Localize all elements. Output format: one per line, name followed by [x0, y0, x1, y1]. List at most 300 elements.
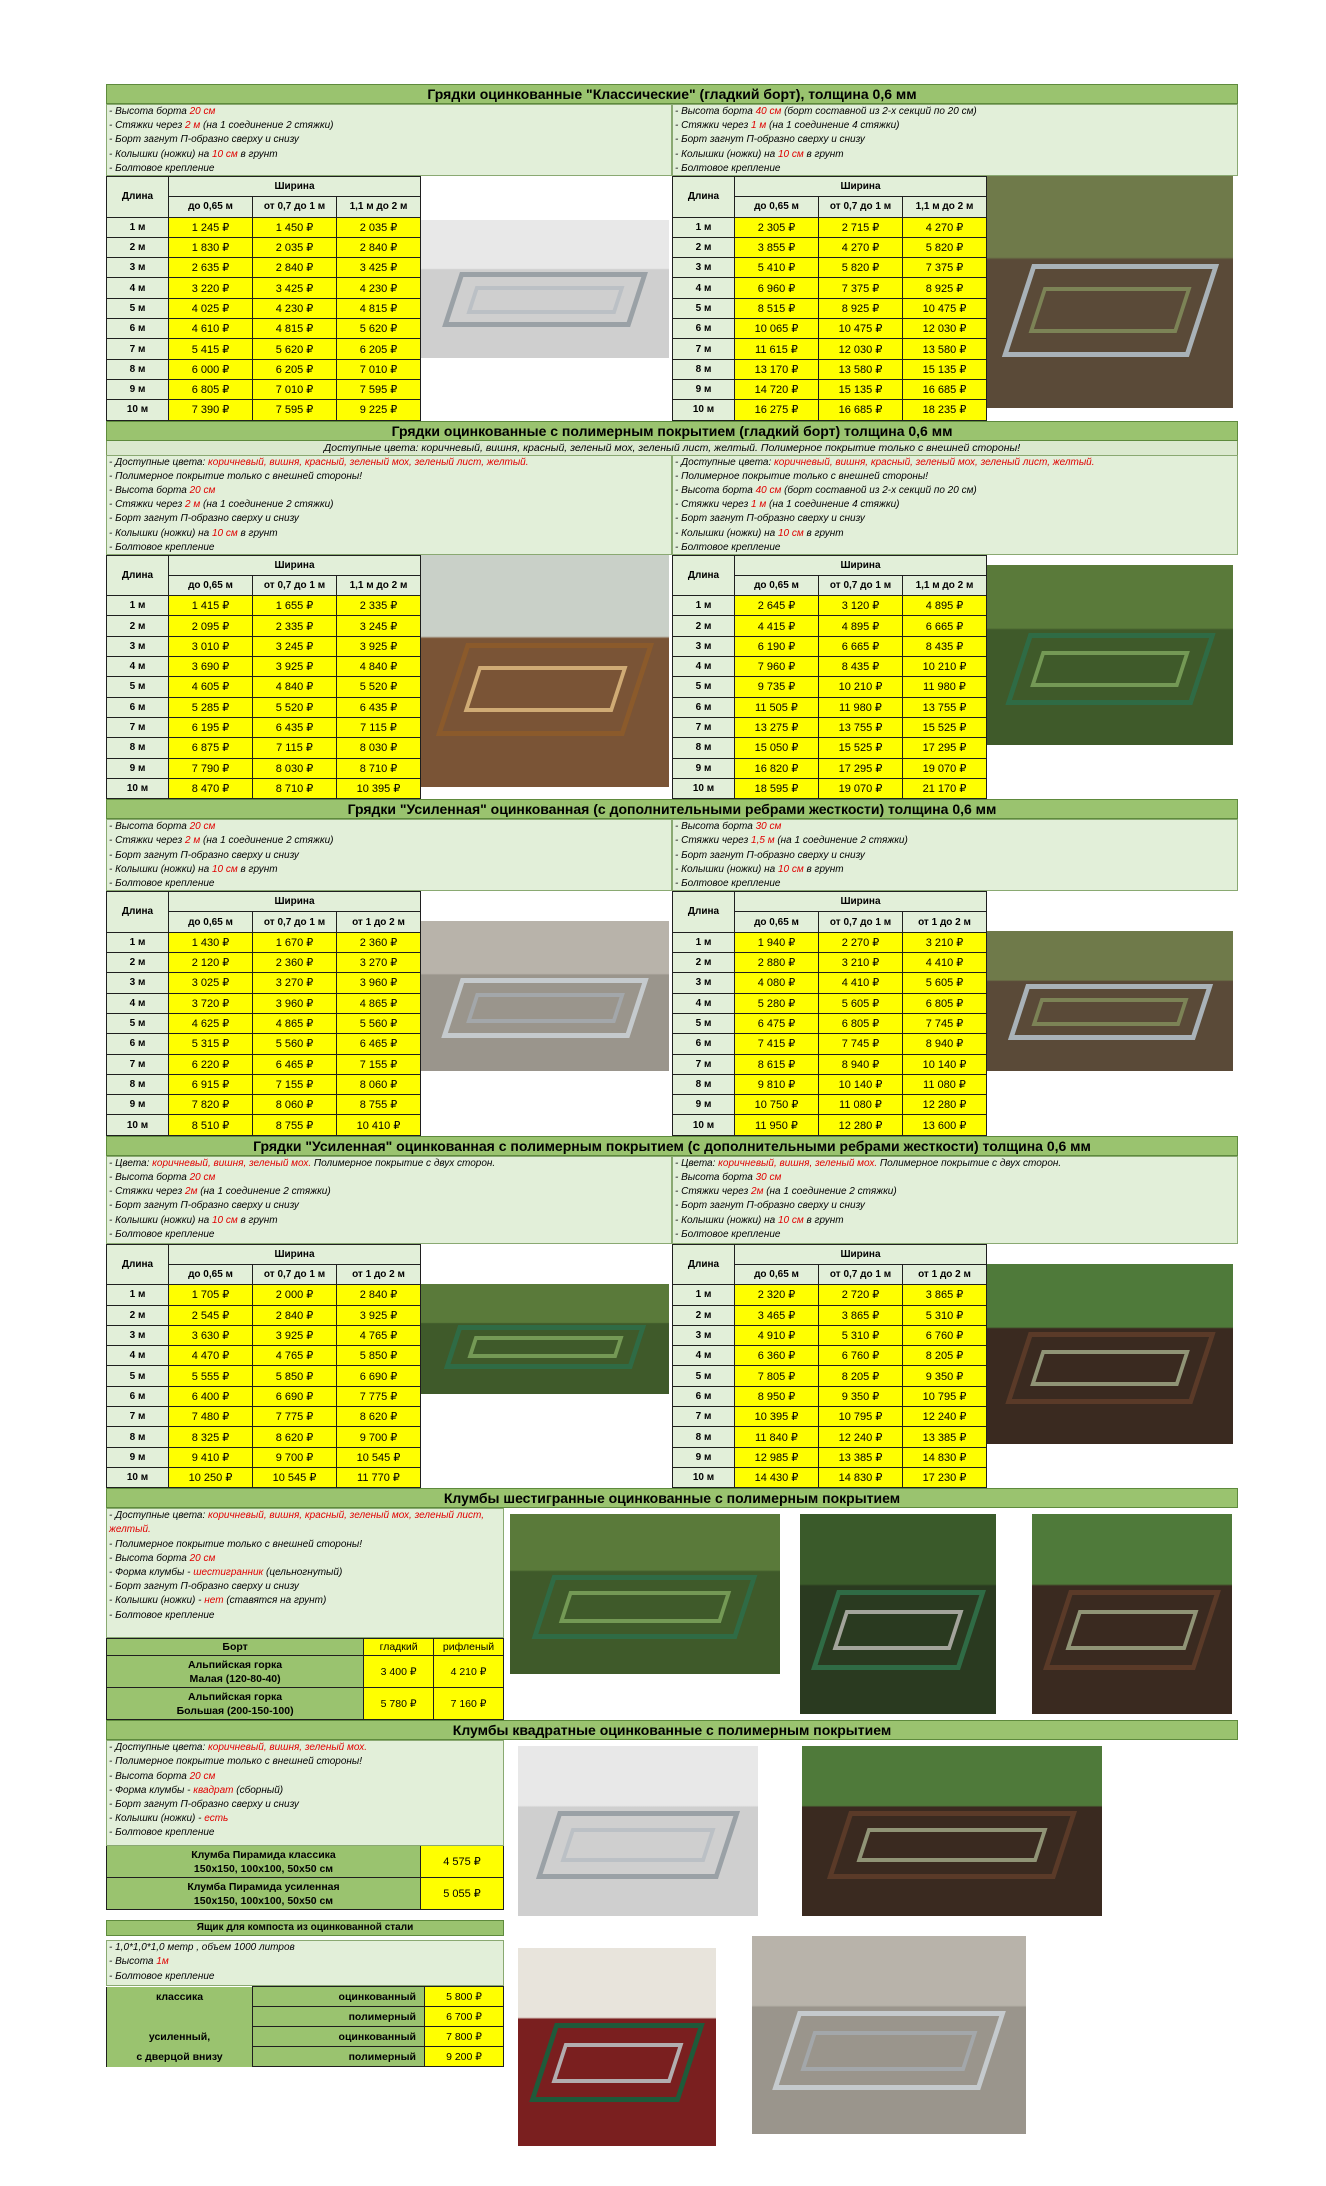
price-cell: 6 195 ₽	[169, 717, 253, 737]
price-cell: 11 980 ₽	[819, 697, 903, 717]
table-row	[107, 339, 421, 359]
group-cell: с дверцой внизу	[107, 2047, 253, 2067]
length-cell: 9 м	[107, 758, 169, 778]
note-highlight: коричневый, вишня, красный, зеленый мох, зеленый лист, желтый.	[109, 1510, 484, 1536]
product-photo-1	[510, 1514, 780, 1674]
price-cell: 1 415 ₽	[169, 596, 253, 616]
price-cell: 13 600 ₽	[903, 1115, 987, 1135]
length-cell: 5 м	[107, 1366, 169, 1386]
note-text: - Стяжки через	[675, 835, 752, 847]
length-cell: 7 м	[107, 1407, 169, 1427]
note-text: - Болтовое крепление	[109, 1970, 215, 1982]
table-row	[107, 657, 421, 677]
price-list-page	[106, 84, 1238, 2146]
price-cell: 11 980 ₽	[903, 677, 987, 697]
price-cell: 8 755 ₽	[337, 1095, 421, 1115]
price-cell: 5 520 ₽	[337, 677, 421, 697]
price-cell: 21 170 ₽	[903, 778, 987, 798]
note-text: - Колышки (ножки) -	[109, 1595, 205, 1607]
length-cell: 3 м	[673, 1325, 735, 1345]
column-header: Борт	[107, 1639, 364, 1656]
note-line	[675, 863, 1237, 877]
price-cell: 3 025 ₽	[169, 973, 253, 993]
price-cell: 6 205 ₽	[337, 339, 421, 359]
width-range-header: от 0,7 до 1 м	[253, 1264, 337, 1284]
price-cell: 7 390 ₽	[169, 400, 253, 420]
price-cell: 10 065 ₽	[735, 319, 819, 339]
price-cell: 2 335 ₽	[337, 596, 421, 616]
s5-left	[106, 1508, 504, 1720]
length-cell: 10 м	[673, 1115, 735, 1135]
note-line	[109, 1228, 671, 1242]
price-cell: 5 780 ₽	[364, 1688, 434, 1720]
price-cell: 6 400 ₽	[169, 1386, 253, 1406]
price-cell: 15 050 ₽	[735, 738, 819, 758]
note-highlight: 20 см	[189, 484, 216, 496]
product-photo-left	[421, 1284, 669, 1394]
length-cell: 5 м	[107, 677, 169, 697]
width-range-header: до 0,65 м	[735, 197, 819, 217]
notes-right	[672, 455, 1238, 555]
price-cell: 10 210 ₽	[819, 677, 903, 697]
length-cell: 5 м	[107, 1013, 169, 1033]
length-cell: 7 м	[673, 1054, 735, 1074]
price-cell: 16 820 ₽	[735, 758, 819, 778]
price-cell: 6 960 ₽	[735, 278, 819, 298]
note-line	[109, 863, 671, 877]
width-header: Ширина	[169, 177, 421, 197]
product-row	[106, 1878, 504, 1910]
note-text: - Высота борта	[109, 821, 190, 833]
note-highlight: 10 см	[778, 527, 804, 539]
note-text: - Стяжки через	[675, 1186, 752, 1198]
table-row	[107, 1305, 421, 1325]
price-cell: 3 865 ₽	[903, 1285, 987, 1305]
note-highlight: коричневый, вишня, красный, зеленый мох, зеленый лист, желтый.	[774, 456, 1095, 468]
note-text: - Стяжки через	[109, 1186, 186, 1198]
product-photo-right	[987, 1264, 1233, 1444]
table-row	[107, 1054, 421, 1074]
s5-section	[106, 1488, 1238, 1720]
note-line	[675, 1185, 1237, 1199]
note-text: - Доступные цвета:	[109, 456, 209, 468]
table-row	[107, 616, 421, 636]
price-cell: 3 400 ₽	[364, 1656, 434, 1688]
price-cell: 6 665 ₽	[819, 636, 903, 656]
table-row	[673, 1366, 987, 1386]
price-cell: 3 960 ₽	[337, 973, 421, 993]
note-text: - Борт загнут П-образно сверху и снизу	[109, 1200, 299, 1212]
note-text: (на 1 соединение 2 стяжки)	[200, 835, 334, 847]
length-cell: 10 м	[107, 400, 169, 420]
note-line	[109, 1509, 503, 1537]
table-row	[107, 1095, 421, 1115]
product-photo-right	[987, 176, 1233, 408]
note-text: - Полимерное покрытие только с внешней стороны!	[109, 470, 363, 482]
table-row	[107, 697, 421, 717]
price-table-left	[106, 555, 421, 800]
width-range-header: от 1 до 2 м	[903, 1264, 987, 1284]
block-left	[106, 176, 672, 421]
table-row	[107, 932, 421, 952]
note-line	[109, 1199, 671, 1213]
length-cell: 3 м	[673, 636, 735, 656]
length-cell: 7 м	[673, 717, 735, 737]
note-line	[675, 148, 1237, 162]
width-header: Ширина	[169, 892, 421, 912]
width-range-header: до 0,65 м	[169, 197, 253, 217]
note-text: - Стяжки через	[675, 120, 752, 132]
note-highlight: 10 см	[212, 527, 238, 539]
length-cell: 9 м	[673, 1095, 735, 1115]
price-cell: 10 545 ₽	[337, 1447, 421, 1467]
table-row	[107, 1285, 421, 1305]
price-cell: 3 270 ₽	[337, 953, 421, 973]
length-cell: 3 м	[673, 258, 735, 278]
price-cell: 8 060 ₽	[337, 1074, 421, 1094]
table-row	[673, 953, 987, 973]
notes-right	[672, 819, 1238, 891]
length-cell: 8 м	[107, 1427, 169, 1447]
note-line	[675, 527, 1237, 541]
length-cell: 9 м	[673, 379, 735, 399]
type-cell: полимерный	[253, 2007, 425, 2027]
product-size: Малая (120-80-40)	[189, 1672, 281, 1685]
length-cell: 10 м	[107, 1467, 169, 1487]
price-table-right	[672, 891, 987, 1136]
note-line	[109, 820, 671, 834]
length-cell: 1 м	[673, 1285, 735, 1305]
note-text: - 1,0*1,0*1,0 метр , объем 1000 литров	[109, 1942, 295, 1954]
product-photo-1	[518, 1948, 716, 2146]
price-cell: 1 670 ₽	[253, 932, 337, 952]
product-title: Клумба Пирамида классика	[191, 1849, 336, 1862]
table-row	[673, 717, 987, 737]
table-row	[107, 596, 421, 616]
price-cell: 5 310 ₽	[819, 1325, 903, 1345]
table-row	[107, 1656, 504, 1688]
note-line	[109, 1185, 671, 1199]
price-cell: 9 700 ₽	[337, 1427, 421, 1447]
note-text: - Полимерное покрытие только с внешней стороны!	[109, 1538, 363, 1550]
note-text: в грунт	[237, 863, 278, 875]
price-table-right	[672, 176, 987, 421]
price-cell: 4 610 ₽	[169, 319, 253, 339]
length-cell: 4 м	[673, 993, 735, 1013]
table-row	[673, 1447, 987, 1467]
header-row	[107, 555, 421, 575]
note-line	[675, 1228, 1237, 1242]
note-line	[109, 456, 671, 470]
price-cell: 11 615 ₽	[735, 339, 819, 359]
price-cell: 8 030 ₽	[337, 738, 421, 758]
length-cell: 4 м	[673, 278, 735, 298]
price-cell: 8 710 ₽	[253, 778, 337, 798]
width-range-header: 1,1 м до 2 м	[903, 575, 987, 595]
price-cell: 13 385 ₽	[903, 1427, 987, 1447]
note-text: в грунт	[803, 527, 844, 539]
price-cell: 16 685 ₽	[903, 379, 987, 399]
price-cell: 2 335 ₽	[253, 616, 337, 636]
price-cell: 8 435 ₽	[819, 657, 903, 677]
price-cell: 5 285 ₽	[169, 697, 253, 717]
note-text: (ставятся на грунт)	[223, 1595, 327, 1607]
price-cell: 7 010 ₽	[337, 359, 421, 379]
length-cell: 6 м	[107, 1386, 169, 1406]
table-row	[107, 298, 421, 318]
s6-left	[106, 1740, 504, 1920]
price-cell: 7 375 ₽	[819, 278, 903, 298]
price-cell: 3 925 ₽	[253, 1325, 337, 1345]
price-cell: 1 705 ₽	[169, 1285, 253, 1305]
price-cell: 7 115 ₽	[337, 717, 421, 737]
table-row	[673, 932, 987, 952]
note-text: - Колышки (ножки) на	[675, 527, 778, 539]
length-cell: 6 м	[673, 1386, 735, 1406]
note-line	[109, 877, 671, 891]
price-cell: 15 135 ₽	[903, 359, 987, 379]
width-range-header: от 0,7 до 1 м	[819, 575, 903, 595]
price-cell: 4 625 ₽	[169, 1013, 253, 1033]
price-cell: 7 775 ₽	[253, 1407, 337, 1427]
price-cell: 10 395 ₽	[337, 778, 421, 798]
note-text: - Высота борта	[109, 484, 190, 496]
length-cell: 9 м	[673, 758, 735, 778]
note-text: - Болтовое крепление	[109, 162, 215, 174]
price-cell: 4 415 ₽	[735, 616, 819, 636]
note-line	[109, 1770, 503, 1784]
price-cell: 9 735 ₽	[735, 677, 819, 697]
note-line	[109, 1609, 503, 1623]
note-text: - Высота борта	[109, 1171, 190, 1183]
note-line	[675, 105, 1237, 119]
price-cell: 3 425 ₽	[253, 278, 337, 298]
price-cell: 3 210 ₽	[903, 932, 987, 952]
price-cell: 7 160 ₽	[434, 1688, 504, 1720]
price-cell: 6 190 ₽	[735, 636, 819, 656]
price-cell: 4 815 ₽	[253, 319, 337, 339]
price-cell: 2 840 ₽	[253, 1305, 337, 1325]
price-cell: 12 280 ₽	[819, 1115, 903, 1135]
length-cell: 8 м	[673, 1427, 735, 1447]
price-cell: 1 655 ₽	[253, 596, 337, 616]
table-row	[107, 359, 421, 379]
table-row	[107, 636, 421, 656]
s6-section	[106, 1720, 1238, 1920]
block-right	[672, 1244, 1238, 1489]
width-range-header: до 0,65 м	[169, 575, 253, 595]
tables-row	[106, 555, 1238, 800]
table-row	[673, 596, 987, 616]
s7-content	[106, 1936, 1238, 2146]
length-cell: 3 м	[107, 1325, 169, 1345]
table-row	[107, 400, 421, 420]
note-line	[109, 849, 671, 863]
length-header: Длина	[673, 177, 735, 218]
table-row	[107, 1366, 421, 1386]
table-row	[107, 993, 421, 1013]
price-cell: 6 915 ₽	[169, 1074, 253, 1094]
notes-left	[106, 104, 672, 176]
table-row	[673, 400, 987, 420]
table-row	[107, 1115, 421, 1135]
length-cell: 8 м	[107, 359, 169, 379]
width-range-header: от 0,7 до 1 м	[253, 575, 337, 595]
note-highlight: квадрат	[193, 1784, 234, 1796]
price-cell: 2 840 ₽	[253, 258, 337, 278]
price-cell: 12 240 ₽	[819, 1427, 903, 1447]
length-cell: 8 м	[673, 1074, 735, 1094]
length-cell: 7 м	[107, 717, 169, 737]
price-cell: 2 360 ₽	[337, 932, 421, 952]
note-text: - Стяжки через	[675, 499, 752, 511]
price-cell: 3 925 ₽	[337, 636, 421, 656]
note-line	[109, 834, 671, 848]
price-cell: 3 925 ₽	[337, 1305, 421, 1325]
price-cell: 14 430 ₽	[735, 1467, 819, 1487]
length-cell: 7 м	[673, 1407, 735, 1427]
section-subtitle: Доступные цвета: коричневый, вишня, красный, зеленый мох, зеленый лист, желтый. Полимерное покрытие только с внешней стороны!	[106, 441, 1238, 455]
table-row	[673, 1034, 987, 1054]
length-cell: 6 м	[673, 697, 735, 717]
length-cell: 4 м	[673, 657, 735, 677]
note-highlight: коричневый, вишня, зеленый мох.	[208, 1742, 368, 1754]
note-line	[109, 1812, 503, 1826]
tables-row	[106, 891, 1238, 1136]
length-cell: 2 м	[673, 237, 735, 257]
note-text: (на 1 соединение 2 стяжки)	[197, 1186, 331, 1198]
price-cell: 10 410 ₽	[337, 1115, 421, 1135]
length-cell: 3 м	[673, 973, 735, 993]
price-cell: 12 030 ₽	[819, 339, 903, 359]
note-highlight: 10 см	[778, 148, 804, 160]
length-cell: 2 м	[107, 953, 169, 973]
table-row	[107, 278, 421, 298]
price-cell: 8 620 ₽	[253, 1427, 337, 1447]
note-highlight: 1 м	[751, 499, 767, 511]
table-row	[107, 2007, 504, 2027]
price-cell: 13 275 ₽	[735, 717, 819, 737]
length-cell: 2 м	[673, 616, 735, 636]
price-cell: 4 270 ₽	[819, 237, 903, 257]
price-cell: 13 755 ₽	[819, 717, 903, 737]
table-row	[673, 973, 987, 993]
note-text: - Доступные цвета:	[109, 1742, 209, 1754]
note-highlight: 10 см	[778, 1214, 804, 1226]
price-cell: 5 410 ₽	[735, 258, 819, 278]
price-cell: 3 865 ₽	[819, 1305, 903, 1325]
group-cell: классика	[107, 1987, 253, 2007]
price-table-right	[672, 1244, 987, 1489]
table-row	[107, 677, 421, 697]
price-cell: 3 220 ₽	[169, 278, 253, 298]
length-cell: 7 м	[107, 339, 169, 359]
table-row	[673, 1305, 987, 1325]
price-cell: 10 750 ₽	[735, 1095, 819, 1115]
price-cell: 17 295 ₽	[819, 758, 903, 778]
note-highlight: 20 см	[189, 106, 216, 117]
note-text: - Стяжки через	[109, 835, 186, 847]
table-row	[673, 237, 987, 257]
price-cell: 3 270 ₽	[253, 973, 337, 993]
price-cell: 4 270 ₽	[903, 217, 987, 237]
price-cell: 19 070 ₽	[903, 758, 987, 778]
note-highlight: шестигранник	[193, 1567, 264, 1579]
price-cell: 16 275 ₽	[735, 400, 819, 420]
table-row	[673, 1013, 987, 1033]
price-cell: 8 615 ₽	[735, 1054, 819, 1074]
table-row	[673, 1386, 987, 1406]
product-name	[107, 1656, 364, 1688]
note-text: в грунт	[803, 148, 844, 160]
price-cell: 11 770 ₽	[337, 1467, 421, 1487]
price-cell: 11 840 ₽	[735, 1427, 819, 1447]
header-row	[673, 892, 987, 912]
length-cell: 4 м	[673, 1346, 735, 1366]
note-line	[109, 1594, 503, 1608]
note-highlight: 30 см	[755, 1171, 782, 1183]
section-title: Клумбы квадратные оцинкованные с полимерным покрытием	[106, 1720, 1238, 1740]
length-cell: 4 м	[107, 1346, 169, 1366]
product-name	[107, 1846, 421, 1877]
notes-left	[106, 819, 672, 891]
price-cell: 9 410 ₽	[169, 1447, 253, 1467]
note-text: - Борт загнут П-образно сверху и снизу	[109, 1799, 299, 1811]
table-row	[107, 717, 421, 737]
notes-left	[106, 1156, 672, 1244]
price-cell: 2 840 ₽	[337, 237, 421, 257]
width-range-header: от 0,7 до 1 м	[819, 1264, 903, 1284]
note-text: - Форма клумбы -	[109, 1567, 194, 1579]
product-photo-3	[1032, 1514, 1232, 1714]
table-row	[107, 1034, 421, 1054]
note-text: - Высота борта	[109, 1552, 190, 1564]
table-row	[107, 2027, 504, 2047]
product-title: Клумба Пирамида усиленная	[187, 1881, 340, 1894]
length-cell: 3 м	[107, 973, 169, 993]
price-cell: 2 715 ₽	[819, 217, 903, 237]
length-cell: 9 м	[107, 379, 169, 399]
note-text: - Борт загнут П-образно сверху и снизу	[675, 134, 865, 146]
length-cell: 5 м	[673, 1366, 735, 1386]
note-text: (цельногнутый)	[263, 1567, 343, 1579]
type-cell: оцинкованный	[253, 1987, 425, 2007]
note-text: (на 1 соединение 4 стяжки)	[766, 499, 900, 511]
note-text: (сборный)	[233, 1784, 284, 1796]
price-cell: 7 775 ₽	[337, 1386, 421, 1406]
price-cell: 2 360 ₽	[253, 953, 337, 973]
price-cell: 3 925 ₽	[253, 657, 337, 677]
length-cell: 9 м	[673, 1447, 735, 1467]
note-text: в грунт	[237, 148, 278, 160]
price-cell: 2 095 ₽	[169, 616, 253, 636]
table-row	[673, 738, 987, 758]
note-highlight: 40 см	[755, 106, 782, 117]
price-cell: 10 795 ₽	[819, 1407, 903, 1427]
price-cell: 6 465 ₽	[337, 1034, 421, 1054]
note-text: - Колышки (ножки) на	[109, 527, 212, 539]
price-cell: 3 690 ₽	[169, 657, 253, 677]
price-cell: 3 465 ₽	[735, 1305, 819, 1325]
note-text: - Болтовое крепление	[675, 1228, 781, 1240]
note-text: - Болтовое крепление	[109, 1228, 215, 1240]
table-row	[107, 973, 421, 993]
table-row	[107, 237, 421, 257]
price-cell: 6 220 ₽	[169, 1054, 253, 1074]
price-cell: 6 805 ₽	[819, 1013, 903, 1033]
note-text: - Борт загнут П-образно сверху и снизу	[109, 849, 299, 861]
price-cell: 10 475 ₽	[903, 298, 987, 318]
